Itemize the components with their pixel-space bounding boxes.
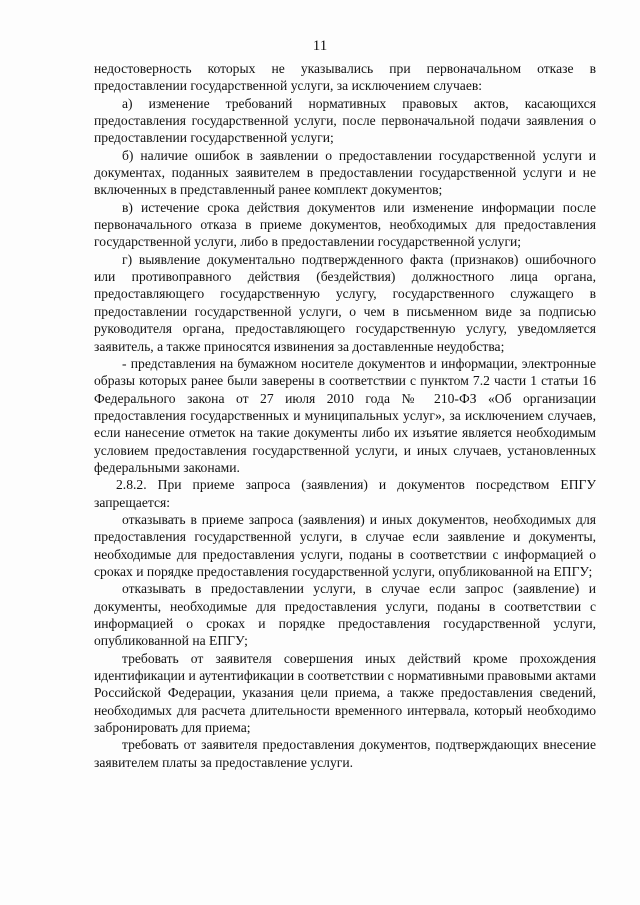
document-body — [94, 60, 596, 771]
page-number: 11 — [312, 38, 328, 54]
paragraph-prohibition-4: требовать от заявителя предоставления документов, подтверждающих внесение заявителем платы за предоставление услуги. — [94, 737, 596, 770]
paragraph-prohibition-3: требовать от заявителя совершения иных действий кроме прохождения идентификации и аутентификации в соответствии с нормативными правовыми актами Российской Федерации, указания цели приема, а также предоставления сведений, необходимых для расчета длительности временного интервала, который необходимо забронировать для приема; — [94, 650, 596, 736]
paragraph-continuation: недостоверность которых не указывались при первоначальном отказе в предоставлении государственной услуги, за исключением случаев: — [94, 61, 596, 94]
paragraph-item-v: в) истечение срока действия документов или изменение информации после первоначального отказа в приеме документов, необходимых для предоставления государственной услуги, либо в предоставлении государственной услуги; — [94, 199, 596, 250]
paragraph-section-2-8-2: 2.8.2. При приеме запроса (заявления) и документов посредством ЕПГУ запрещается: — [94, 477, 596, 510]
paragraph-item-g: г) выявление документально подтвержденного факта (признаков) ошибочного или противоправного действия (бездействия) должностного лица органа, предоставляющего государственную услугу, государственного служащего в предоставлении государственной услуги, о чем в письменном виде за подписью руководителя органа, предоставляющего государственную услугу, уведомляется заявитель, а также приносятся извинения за доставленные неудобства; — [94, 251, 596, 354]
paragraph-prohibition-1: отказывать в приеме запроса (заявления) и иных документов, необходимых для предоставления государственной услуги, в случае если заявление и документы, необходимые для предоставления услуги, поданы в соответствии с информацией о сроках и порядке предоставления государственной услуги, опубликованной на ЕПГУ; — [94, 511, 596, 579]
paragraph-item-a: а) изменение требований нормативных правовых актов, касающихся предоставления государственной услуги, после первоначальной подачи заявления о предоставлении государственной услуги; — [94, 95, 596, 146]
paragraph-dash-item: - представления на бумажном носителе документов и информации, электронные образы которых ранее были заверены в соответствии с пунктом 7.2 части 1 статьи 16 Федерального закона от 27 июля 2010 года № 210-ФЗ «Об организации предоставления государственных и муниципальных услуг», за исключением случаев, если нанесение отметок на такие документы либо их изъятие является необходимым условием предоставления государственной услуги, и иных случаев, установленных федеральными законами. — [94, 355, 596, 475]
paragraph-item-b: б) наличие ошибок в заявлении о предоставлении государственной услуги и документах, поданных заявителем в предоставлении государственной услуги и не включенных в представленный ранее комплект документов; — [94, 147, 596, 198]
paragraph-prohibition-2: отказывать в предоставлении услуги, в случае если запрос (заявление) и документы, необходимые для предоставления услуги, поданы в соответствии с информацией о сроках и порядке предоставления государственной услуги, опубликованной на ЕПГУ; — [94, 581, 596, 649]
